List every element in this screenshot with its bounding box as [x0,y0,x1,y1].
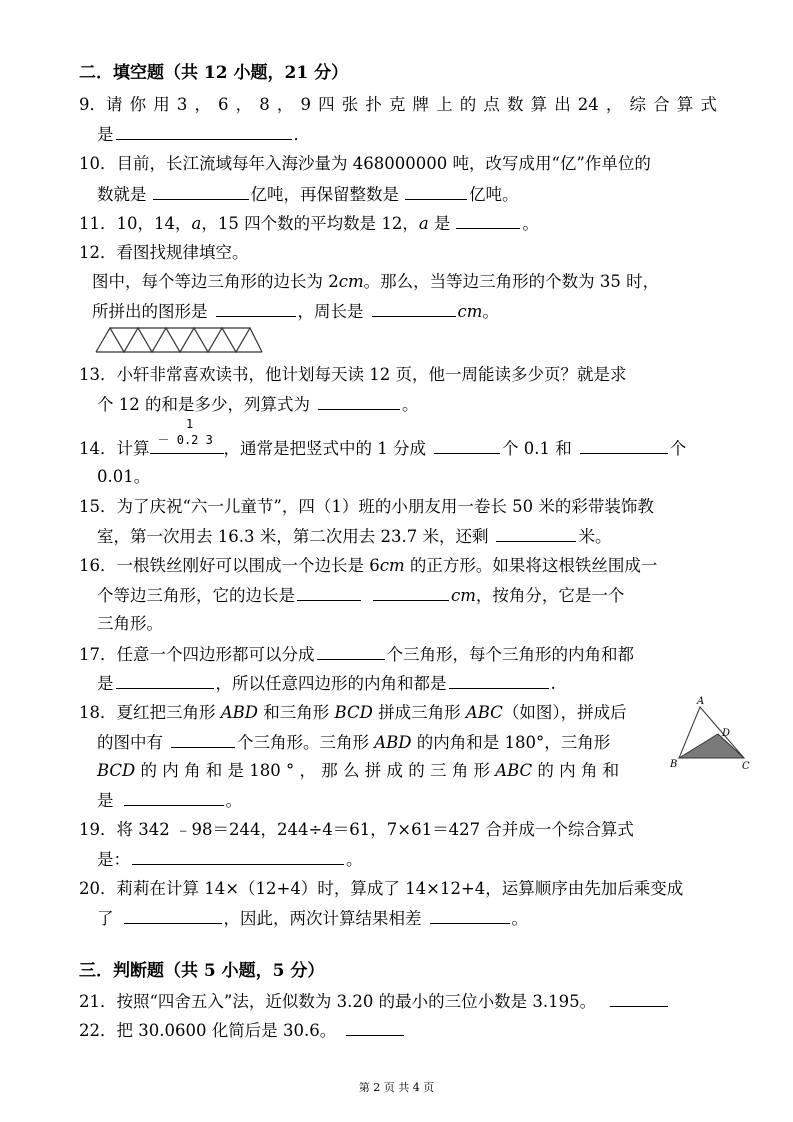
q12-line2: 图中，每个等边三角形的边长为 2cm。那么，当等边三角形的个数为 35 时， [92,272,660,291]
q9-token: 式 [700,95,717,114]
q9-answer-blank[interactable] [116,123,292,140]
q9-token: 6 [218,95,229,114]
q14-blank-1[interactable] [434,437,500,454]
triangle-abc-figure [670,693,756,773]
q10-line2: 数就是 亿吨，再保留整数是 亿吨。 [97,185,519,204]
q9-token: 点 [483,95,500,114]
q9-line1 [79,94,717,116]
q16-blank-2[interactable] [373,584,449,601]
q9-token: ， [194,95,211,114]
q22-blank[interactable] [346,1019,404,1036]
q19-blank[interactable] [132,848,344,865]
q13-line2: 个 12 的和是多少，列算式为 。 [97,395,419,414]
q9-line2: 是 ． [97,125,310,144]
q11-line: 11．10，14，a，15 四个数的平均数是 12，a 是 。 [79,214,539,233]
label-a: A [697,696,705,707]
triangle-strip-figure [94,326,264,354]
q10-blank-1[interactable] [153,183,249,200]
q9-token: 出 [554,95,571,114]
q15-line1: 15．为了庆祝“六一儿童节”，四（1）班的小朋友用一卷长 50 米的彩带装饰教 [79,497,654,516]
q21-blank[interactable] [610,990,668,1007]
q9-token: 张 [341,95,359,114]
q18-line3: BCD 的 内 角 和 是 180 ° ， 那 么 拼 成 的 三 角 形 ABC 的 内 角 和 [97,761,620,780]
q17-line2: 是 ，所以任意四边形的内角和都是 . [97,674,556,693]
q9-token: 扑 [365,95,382,114]
q9-token: 克 [388,95,406,114]
q10-blank-2[interactable] [405,183,467,200]
section-2-title: 二．填空题（共 12 小题，21 分） [79,63,349,83]
q9-token: 上 [436,95,453,114]
q14-blank-2[interactable] [580,437,668,454]
q19-line1: 19．将 342 ﹣98＝244，244÷4＝61，7×61＝427 合并成一个综合算式 [79,820,634,839]
q13-blank[interactable] [318,393,400,410]
q10-line1: 10．目前，长江流域每年入海沙量为 468000000 吨，改写成用“亿”作单位的 [79,154,651,173]
q21-line: 21．按照“四舍五入”法，近似数为 3.20 的最小的三位小数是 3.195。 [79,990,670,1013]
q12-line3: 所拼出的图形是 ，周长是 cm。 [92,302,499,321]
q12-line1: 12．看图找规律填空。 [79,243,249,262]
q15-blank[interactable] [496,525,576,542]
q14-line2: 0.01。 [97,467,151,486]
q9-token: 数 [506,95,524,114]
q15-line2: 室，第一次用去 16.3 米，第二次用去 23.7 米，还剩 米。 [97,527,612,546]
q9-token: 9．请 [79,95,123,114]
q20-blank-2[interactable] [430,907,510,924]
q17-blank-3[interactable] [449,672,549,689]
q16-line3: 三角形。 [97,614,163,633]
q9-token: 的 [459,95,477,114]
label-c: C [742,761,750,772]
q18-blank-1[interactable] [171,731,235,748]
q9-token: 用 [153,95,170,114]
q9-token: 牌 [412,95,430,114]
q17-blank-1[interactable] [317,643,385,660]
q17-line1: 17．任意一个四边形都可以分成 个三角形，每个三角形的内角和都 [79,645,634,664]
q20-line1: 20．莉莉在计算 14×（12+4）时，算成了 14×12+4，运算顺序由先加后乘变成 [79,879,684,898]
q20-blank-1[interactable] [124,907,222,924]
q16-line1: 16．一根铁丝刚好可以围成一个边长是 6cm 的正方形。如果将这根铁丝围成一 [79,556,658,575]
q17-blank-2[interactable] [116,672,214,689]
q16-line2: 个等边三角形，它的边长是 cm，按角分，它是一个 [97,586,625,605]
section-3-title: 三．判断题（共 5 小题，5 分） [79,961,325,981]
q11-blank[interactable] [456,212,520,229]
q16-blank-1[interactable] [297,584,361,601]
label-d: D [722,728,731,739]
q18-line1: 18．夏红把三角形 ABD 和三角形 BCD 拼成三角形 ABC（如图），拼成后 [79,703,627,722]
q12-blank-1[interactable] [216,300,296,317]
q9-token: ， [235,95,253,114]
q9-token: 算 [530,95,548,114]
q14-line1: 14．计算 － 0.2 3 ，通常是把竖式中的 1 分成 个 0.1 和 个 [79,433,687,458]
q19-line2: 是： 。 [97,850,363,869]
q9-token: 8 [259,95,270,114]
q18-blank-2[interactable] [124,789,224,806]
q9-token: 四 [318,95,335,114]
q9-token: 你 [129,95,147,114]
q22-line: 22．把 30.0600 化简后是 30.6。 [79,1019,406,1042]
page-footer: 第 2 页 共 4 页 [358,1081,435,1094]
q9-token: 综 [629,95,647,114]
q18-line4: 是 。 [97,791,242,810]
q9-token: ， [605,95,623,114]
q20-line2: 了 ，因此，两次计算结果相差 。 [97,909,528,928]
q13-line1: 13．小轩非常喜欢读书，他计划每天读 12 页，他一周能读多少页？就是求 [79,365,627,384]
q18-line2: 的图中有 个三角形。三角形 ABD 的内角和是 180°，三角形 [97,733,611,752]
q9-token: 算 [676,95,694,114]
q9-token: 合 [653,95,670,114]
q9-token: 3 [176,95,188,114]
q9-token: 24 [577,95,599,114]
q9-token: 9 [300,95,311,114]
label-b: B [670,759,678,770]
q9-token: ， [276,95,294,114]
q14-vertical-top: 1 [186,417,194,431]
q12-blank-2[interactable] [372,300,456,317]
q14-vertical-calc: － 0.2 3 [150,437,224,454]
